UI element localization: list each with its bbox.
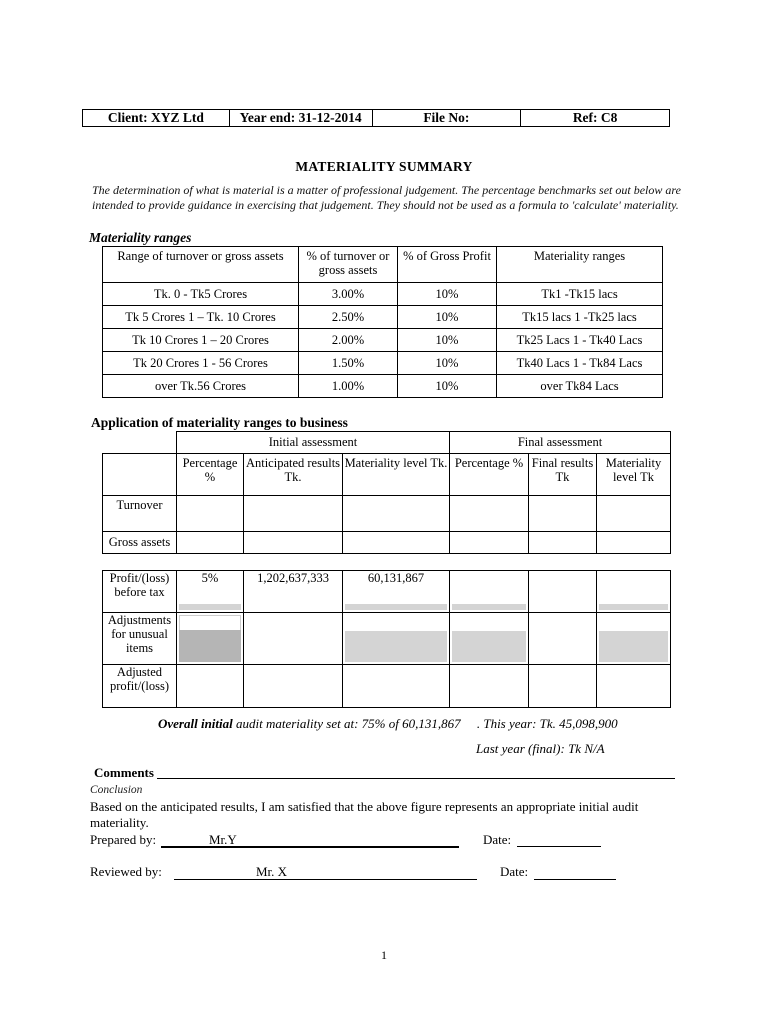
pct-cell: 1.50% <box>299 352 398 375</box>
prepared-name: Mr.Y <box>209 832 237 847</box>
table-cell <box>529 665 597 708</box>
sub-header: Anticipated results Tk. <box>244 454 343 496</box>
sub-header: Materiality level Tk <box>597 454 671 496</box>
prepared-label: Prepared by: <box>90 832 157 847</box>
table-cell <box>597 496 671 532</box>
initial-assessment-header: Initial assessment <box>177 432 450 454</box>
table-cell <box>450 532 529 554</box>
conclusion-label: Conclusion <box>90 784 143 796</box>
shade-bar <box>345 631 447 662</box>
table-cell <box>244 496 343 532</box>
gp-cell: 10% <box>398 283 497 306</box>
date-label: Date: <box>500 864 529 879</box>
sub-header: Materiality level Tk. <box>343 454 450 496</box>
intro-text: The determination of what is material is a matter of professional judgement. The percentage benchmarks set out below are intended to provide guidance in exercising that judgement. They should not be used as a formula to 'calculate' materiality. <box>92 183 681 212</box>
shade-bar <box>599 631 668 662</box>
table-cell <box>177 532 244 554</box>
header-table <box>82 109 670 127</box>
year-end-cell: Year end: 31-12-2014 <box>229 110 372 127</box>
sub-header: Final results Tk <box>529 454 597 496</box>
table-row <box>103 571 671 613</box>
comments-line <box>157 778 675 779</box>
page-number: 1 <box>381 948 387 962</box>
mat-range-cell: over Tk84 Lacs <box>497 375 663 398</box>
gp-cell: 10% <box>398 329 497 352</box>
table-cell <box>597 665 671 708</box>
page-title: MATERIALITY SUMMARY <box>295 159 473 174</box>
table-cell <box>597 532 671 554</box>
comments-label: Comments <box>94 765 154 780</box>
mat-range-cell: Tk15 lacs 1 -Tk25 lacs <box>497 306 663 329</box>
table-cell <box>244 532 343 554</box>
table-cell <box>529 496 597 532</box>
table-cell <box>177 665 244 708</box>
table-cell <box>529 532 597 554</box>
final-assessment-header: Final assessment <box>450 432 671 454</box>
anticipated-cell: 1,202,637,333 <box>244 571 343 613</box>
row-label: Profit/(loss) before tax <box>103 571 177 613</box>
pct-cell: 3.00% <box>299 283 398 306</box>
pct-cell: 1.00% <box>299 375 398 398</box>
range-cell: Tk 5 Crores 1 – Tk. 10 Crores <box>103 306 299 329</box>
table-cell <box>343 532 450 554</box>
range-cell: Tk. 0 - Tk5 Crores <box>103 283 299 306</box>
gp-cell: 10% <box>398 375 497 398</box>
table-cell <box>450 496 529 532</box>
prepared-line[interactable] <box>161 846 459 848</box>
table-cell <box>343 613 450 665</box>
date-label: Date: <box>483 832 512 847</box>
table-row <box>103 613 671 665</box>
conclusion-text: Based on the anticipated results, I am satisfied that the above figure represents an appropriate initial audit materiality. <box>90 799 639 830</box>
row-label: Adjusted profit/(loss) <box>103 665 177 708</box>
pct-cell: 2.50% <box>299 306 398 329</box>
blank-cell <box>103 454 177 496</box>
table-row <box>103 283 663 306</box>
date-line[interactable] <box>534 879 616 880</box>
table-cell <box>597 613 671 665</box>
mat-range-cell: Tk1 -Tk15 lacs <box>497 283 663 306</box>
pct-cell: 2.00% <box>299 329 398 352</box>
sub-header: Percentage % <box>177 454 244 496</box>
shade-bar <box>599 604 668 610</box>
table-cell <box>343 665 450 708</box>
row-label: Gross assets <box>103 532 177 554</box>
reviewed-name: Mr. X <box>256 864 288 879</box>
table-cell <box>244 665 343 708</box>
table-row <box>103 496 671 532</box>
application-table <box>102 431 671 554</box>
table-row <box>103 306 663 329</box>
ranges-header: % of turnover or gross assets <box>299 247 398 283</box>
ranges-header: Materiality ranges <box>497 247 663 283</box>
shade-bar <box>179 630 241 662</box>
shade-bar <box>452 631 526 662</box>
range-cell: Tk 20 Crores 1 - 56 Crores <box>103 352 299 375</box>
table-row <box>103 352 663 375</box>
overall-text: audit materiality set at: 75% of 60,131,867 . This year: Tk. 45,098,900 <box>232 716 618 731</box>
ref-cell: Ref: C8 <box>521 110 670 127</box>
table-cell <box>343 496 450 532</box>
materiality-cell <box>343 571 450 613</box>
range-cell: Tk 10 Crores 1 – 20 Crores <box>103 329 299 352</box>
shade-bar <box>179 615 241 631</box>
mat-range-cell: Tk40 Lacs 1 - Tk84 Lacs <box>497 352 663 375</box>
table-cell <box>450 613 529 665</box>
pct-value: 5% <box>201 571 219 585</box>
range-cell: over Tk.56 Crores <box>103 375 299 398</box>
table-cell <box>450 571 529 613</box>
ranges-header: Range of turnover or gross assets <box>103 247 299 283</box>
table-cell <box>597 571 671 613</box>
overall-bold: Overall initial <box>158 716 233 731</box>
table-row <box>103 375 663 398</box>
pct-cell <box>177 571 244 613</box>
profit-table <box>102 570 671 708</box>
row-label: Adjustments for unusual items <box>103 613 177 665</box>
table-row <box>103 329 663 352</box>
table-row <box>103 532 671 554</box>
gp-cell: 10% <box>398 306 497 329</box>
shade-bar <box>345 604 447 610</box>
table-cell <box>244 613 343 665</box>
table-cell <box>450 665 529 708</box>
sub-header: Percentage % <box>450 454 529 496</box>
table-cell <box>529 571 597 613</box>
blank-cell <box>103 432 177 454</box>
reviewed-label: Reviewed by: <box>90 864 162 879</box>
materiality-value: 60,131,867 <box>367 571 425 585</box>
overall-materiality <box>158 716 618 732</box>
materiality-ranges-table <box>102 246 663 398</box>
mat-range-cell: Tk25 Lacs 1 - Tk40 Lacs <box>497 329 663 352</box>
table-cell <box>177 613 244 665</box>
shade-bar <box>179 604 241 610</box>
reviewed-line[interactable] <box>174 879 477 880</box>
date-line[interactable] <box>517 846 601 847</box>
gp-cell: 10% <box>398 352 497 375</box>
row-label: Turnover <box>103 496 177 532</box>
application-label: Application of materiality ranges to business <box>91 415 348 430</box>
shade-bar <box>452 604 526 610</box>
client-cell: Client: XYZ Ltd <box>83 110 230 127</box>
last-year: Last year (final): Tk N/A <box>476 741 605 756</box>
table-cell <box>529 613 597 665</box>
table-cell <box>177 496 244 532</box>
ranges-header: % of Gross Profit <box>398 247 497 283</box>
ranges-label: Materiality ranges <box>89 230 192 245</box>
table-row <box>103 665 671 708</box>
file-no-cell: File No: <box>372 110 521 127</box>
